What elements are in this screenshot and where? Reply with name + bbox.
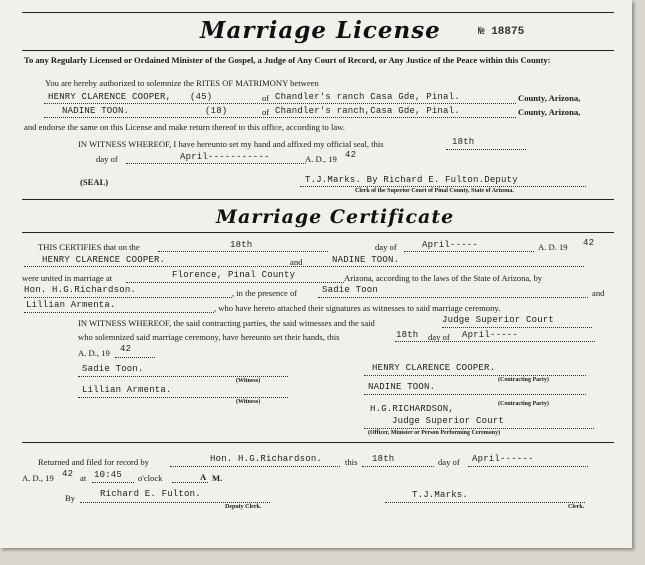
license-title-rule bbox=[22, 50, 614, 51]
license-authorized-text: You are hereby authorized to solemnize the RITES OF MATRIMONY between bbox=[45, 78, 319, 88]
certificate-title: Marriage Certificate bbox=[216, 206, 455, 228]
record-this-label: this bbox=[345, 457, 358, 467]
record-year-value: 42 bbox=[62, 469, 74, 479]
license-groom-age: (45) bbox=[190, 92, 213, 102]
middle-rule bbox=[22, 199, 614, 200]
county-label-2: County, Arizona, bbox=[518, 107, 581, 117]
certificate-day-line bbox=[158, 251, 328, 252]
certificate-day-label: day of bbox=[375, 242, 397, 252]
certificate-sign-year: 42 bbox=[120, 344, 132, 354]
certificate-year-value: 42 bbox=[583, 238, 595, 248]
record-ad-label: A. D., 19 bbox=[22, 473, 54, 483]
certificate-month-line bbox=[404, 251, 534, 252]
license-bride-name: NADINE TOON. bbox=[62, 106, 130, 116]
record-oclock-label: o'clock bbox=[138, 473, 163, 483]
record-time-value: 10:45 bbox=[94, 470, 123, 480]
license-month-value: April----------- bbox=[180, 152, 270, 162]
certificate-officiant-title: Judge Superior Court bbox=[442, 315, 555, 325]
record-deputy-sig: Richard E. Fulton. bbox=[100, 489, 201, 499]
witness1-caption: (Witness) bbox=[236, 378, 261, 384]
party2-sig-line bbox=[364, 394, 586, 395]
record-returned-text: Returned and filed for record by bbox=[38, 457, 149, 467]
certificate-attached-text: , who have hereto attached their signatures as witnesses to said marriage ceremony. bbox=[214, 303, 501, 313]
record-filer-line bbox=[170, 466, 340, 467]
certificate-title-rule bbox=[22, 232, 614, 233]
record-m-label: M. bbox=[212, 473, 223, 483]
record-ampm: A bbox=[200, 472, 207, 482]
sig-officiant-line2: Judge Superior Court bbox=[392, 416, 505, 426]
officer-caption: (Officer, Minister or Person Performing Ceremony) bbox=[368, 430, 501, 436]
record-deputy-caption: Deputy Clerk. bbox=[225, 504, 262, 510]
record-at-label: at bbox=[80, 473, 87, 483]
county-label-1: County, Arizona, bbox=[518, 93, 581, 103]
officiant-sig-line bbox=[364, 428, 594, 429]
of-label-2: of bbox=[262, 107, 270, 117]
certificate-day-value: 18th bbox=[230, 240, 253, 250]
certificate-witness1: Sadie Toon bbox=[322, 285, 379, 295]
record-clerk-caption: Clerk. bbox=[568, 504, 585, 510]
license-bride-residence: Chandler's ranch,Casa Gde, Pinal. bbox=[275, 106, 460, 116]
certificate-sign-day-label: day of bbox=[428, 332, 450, 342]
certificate-bride-name: NADINE TOON. bbox=[332, 255, 400, 265]
license-seal: (SEAL) bbox=[80, 177, 109, 187]
certificate-witness1-line bbox=[318, 297, 588, 298]
certificate-laws-text: Arizona, according to the laws of the State of Arizona, by bbox=[344, 273, 543, 283]
license-intro: To any Regularly Licensed or Ordained Minister of the Gospel, a Judge of Any Court of Record, or Any Justice of the Peace within this County: bbox=[24, 55, 551, 65]
license-groom-name: HENRY CLARENCE COOPER, bbox=[48, 92, 172, 102]
certificate-and-label: and bbox=[290, 257, 303, 267]
license-groom-residence: Chandler's ranch Casa Gde, Pinal. bbox=[275, 92, 460, 102]
license-signature: T.J.Marks. By Richard E. Fulton.Deputy bbox=[305, 175, 518, 185]
groom-line bbox=[44, 103, 516, 104]
license-endorse-text: and endorse the same on this License and make return thereof to this office, according to law. bbox=[24, 122, 345, 132]
license-signature-line bbox=[300, 186, 586, 187]
sig-party2: NADINE TOON. bbox=[368, 382, 436, 392]
certificate-place-value: Florence, Pinal County bbox=[172, 270, 296, 280]
sig-officiant-line1: H.G.RICHARDSON, bbox=[370, 404, 455, 414]
license-month-line bbox=[126, 163, 306, 164]
certificate-title-line bbox=[442, 327, 592, 328]
license-bride-age: (18) bbox=[205, 106, 228, 116]
bride-line bbox=[44, 117, 516, 118]
record-deputy-line bbox=[80, 502, 270, 503]
witness2-caption: (Witness) bbox=[236, 399, 261, 405]
party1-sig-line bbox=[364, 375, 586, 376]
certificate-place-line bbox=[126, 282, 344, 283]
certificate-presence-text: , in the presence of bbox=[232, 288, 298, 298]
record-filer: Hon. H.G.Richardson. bbox=[210, 454, 323, 464]
license-day-line bbox=[446, 149, 526, 150]
record-ampm-line bbox=[172, 482, 208, 483]
party2-caption: (Contracting Party) bbox=[498, 401, 549, 407]
certificate-sign-date-line bbox=[395, 341, 595, 342]
sig-witness2: Lillian Armenta. bbox=[82, 385, 172, 395]
certificate-sign-year-line bbox=[115, 357, 155, 358]
record-clerk-line bbox=[385, 502, 585, 503]
certificate-names-line bbox=[24, 266, 584, 267]
certificate-sign-ad-label: A. D., 19 bbox=[78, 348, 110, 358]
license-ad-label: A. D., 19 bbox=[305, 154, 337, 164]
witness1-sig-line bbox=[78, 376, 288, 377]
license-witness-text: IN WITNESS WHEREOF, I have hereunto set my hand and affixed my official seal, this bbox=[78, 139, 384, 149]
certificate-witness2: Lillian Armenta. bbox=[26, 300, 116, 310]
certificate-solemnized-text: who solemnized said marriage ceremony, have hereunto set their hands, this bbox=[78, 332, 340, 342]
certificate-sign-month: April----- bbox=[462, 330, 519, 340]
certificate-whereof-text: IN WITNESS WHEREOF, the said contracting parties, the said witnesses and the said bbox=[78, 318, 375, 328]
license-number: № 18875 bbox=[478, 26, 525, 38]
record-day-label: day of bbox=[438, 457, 460, 467]
record-month-value: April------ bbox=[472, 454, 534, 464]
witness2-sig-line bbox=[78, 397, 288, 398]
certificate-united-text: were united in marriage at bbox=[22, 273, 113, 283]
record-day-line bbox=[362, 466, 434, 467]
certificate-month-value: April----- bbox=[422, 240, 479, 250]
record-rule bbox=[22, 442, 614, 443]
record-by-label: By bbox=[65, 493, 76, 503]
license-day-value: 18th bbox=[452, 137, 475, 147]
record-clerk-sig: T.J.Marks. bbox=[412, 490, 469, 500]
certificate-witness2-line bbox=[24, 312, 214, 313]
of-label-1: of bbox=[262, 93, 270, 103]
certificate-officiant-line bbox=[24, 297, 232, 298]
certificate-and-label-2: and bbox=[592, 288, 605, 298]
certificate-groom-name: HENRY CLARENCE COOPER. bbox=[42, 255, 166, 265]
record-time-line bbox=[92, 482, 134, 483]
certificate-ad-label: A. D. 19 bbox=[538, 242, 568, 252]
license-day-label: day of bbox=[96, 154, 118, 164]
party1-caption: (Contracting Party) bbox=[498, 377, 549, 383]
sig-party1: HENRY CLARENCE COOPER. bbox=[372, 363, 496, 373]
certificate-sign-day: 18th bbox=[396, 330, 419, 340]
top-rule bbox=[22, 12, 614, 13]
license-year-value: 42 bbox=[345, 150, 357, 160]
license-title: Marriage License bbox=[200, 17, 441, 44]
sig-witness1: Sadie Toon. bbox=[82, 364, 144, 374]
license-clerk-caption: Clerk of the Superior Court of Pinal County, State of Arizona. bbox=[355, 188, 514, 194]
certificate-certifies-text: THIS CERTIFIES that on the bbox=[38, 242, 140, 252]
record-month-line bbox=[468, 466, 588, 467]
certificate-officiant: Hon. H.G.Richardson. bbox=[24, 285, 137, 295]
record-day-value: 18th bbox=[372, 454, 395, 464]
